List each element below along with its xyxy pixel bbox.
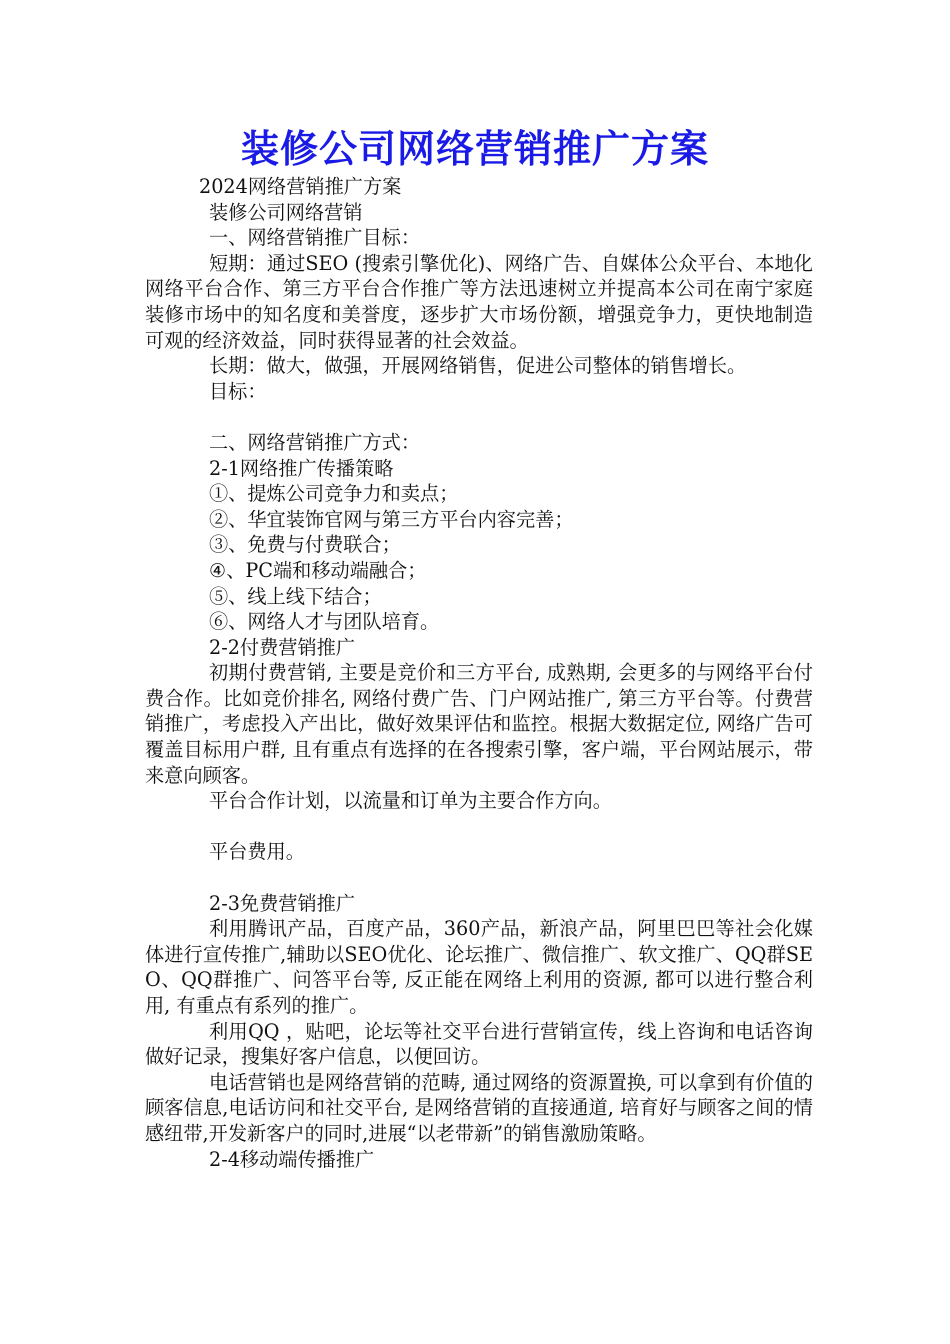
paragraph: ②、华宜装饰官网与第三方平台内容完善；	[209, 507, 574, 531]
paragraph: 目标：	[209, 379, 267, 403]
paragraph: ③、免费与付费联合；	[209, 533, 401, 557]
blank-line	[145, 865, 813, 891]
paragraph: 2-4移动端传播推广	[209, 1147, 375, 1171]
paragraph: ⑥、网络人才与团队培育。	[209, 610, 440, 634]
paragraph: ⑤、线上线下结合；	[209, 584, 382, 608]
paragraph: 短期：通过SEO (搜索引擎优化)、网络广告、自媒体公众平台、本地化网络平台合作、第三方平台合作推广等方法迅速树立并提高本公司在南宁家庭装修市场中的知名度和美誉度，逐步扩大市场份额，增强竞争力，更快地制造可观的经济效益，同时获得显著的社会效益。	[145, 251, 813, 352]
paragraph: 利用腾讯产品，百度产品，360产品，新浪产品，阿里巴巴等社会化媒体进行宣传推广,辅助以SEO优化、论坛推广、微信推广、软文推广、QQ群SEO、QQ群推广、问答平台等, 反正能在网络上利用的资源, 都可以进行整合利用, 有重点有系列的推广。	[145, 917, 813, 1017]
paragraph: 装修公司网络营销	[209, 200, 363, 224]
paragraph: 一、网络营销推广目标：	[209, 226, 421, 250]
paragraph: ①、提炼公司竞争力和卖点；	[209, 482, 459, 506]
paragraph: 2-1网络推广传播策略	[209, 456, 394, 480]
paragraph: 平台费用。	[209, 840, 305, 864]
paragraph: 长期：做大，做强，开展网络销售，促进公司整体的销售增长。	[209, 354, 747, 378]
paragraph: 2024网络营销推广方案	[199, 175, 402, 198]
paragraph: 2-2付费营销推广	[209, 635, 356, 659]
blank-line	[145, 404, 813, 430]
paragraph: 平台合作计划，以流量和订单为主要合作方向。	[209, 789, 612, 813]
document-title: 装修公司网络营销推广方案	[240, 127, 709, 171]
document-body	[145, 174, 813, 1172]
paragraph: 利用QQ ，贴吧，论坛等社交平台进行营销宣传，线上咨询和电话咨询做好记录，搜集好客户信息，以便回访。	[145, 1019, 813, 1069]
paragraph: 2-3免费营销推广	[209, 891, 356, 915]
paragraph: 电话营销也是网络营销的范畴, 通过网络的资源置换, 可以拿到有价值的顾客信息,电话访问和社交平台, 是网络营销的直接通道, 培育好与顾客之间的情感纽带,开发新客户的同时,进展“以老带新”的销售激励策略。	[145, 1070, 813, 1145]
paragraph: 初期付费营销, 主要是竞价和三方平台, 成熟期, 会更多的与网络平台付费合作。比如竞价排名, 网络付费广告、门户网站推广, 第三方平台等。付费营销推广，考虑投入产出比，做好效果评估和监控。根据大数据定位, 网络广告可覆盖目标用户群, 且有重点有选择的在各搜索引擎，客户端，平台网站展示，带来意向顾客。	[145, 661, 813, 787]
paragraph: 二、网络营销推广方式：	[209, 430, 421, 454]
blank-line	[145, 814, 813, 840]
paragraph: ④、PC端和移动端融合；	[209, 558, 427, 582]
